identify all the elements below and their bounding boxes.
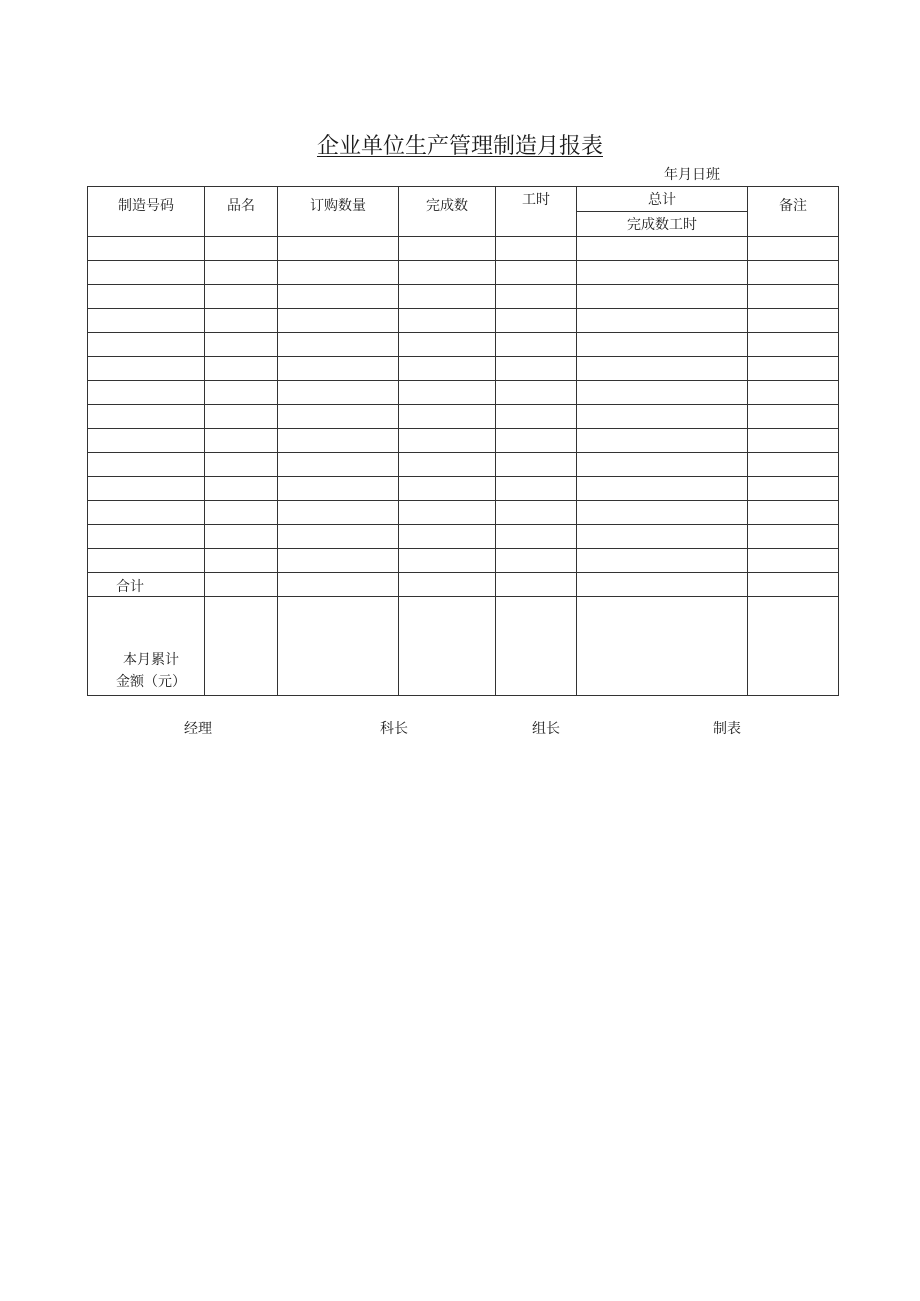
sum-cell[interactable]: [205, 573, 278, 597]
table-cell[interactable]: [577, 357, 748, 381]
signature-prepared-by: 制表: [713, 721, 741, 737]
table-cell[interactable]: [748, 429, 839, 453]
cumulative-cell[interactable]: [278, 597, 399, 696]
table-cell[interactable]: [577, 261, 748, 285]
table-cell[interactable]: [88, 333, 205, 357]
table-cell[interactable]: [278, 405, 399, 429]
table-cell[interactable]: [399, 477, 496, 501]
table-cell[interactable]: [399, 405, 496, 429]
table-cell[interactable]: [748, 333, 839, 357]
table-cell[interactable]: [577, 405, 748, 429]
sum-cell[interactable]: [577, 573, 748, 597]
header-remarks: 备注: [748, 187, 839, 237]
sum-label: 合计: [88, 573, 205, 597]
table-cell[interactable]: [205, 525, 278, 549]
header-total-group: 总计: [577, 187, 748, 212]
table-cell[interactable]: [278, 309, 399, 333]
table-row: [88, 309, 839, 333]
cumulative-label: [88, 597, 205, 696]
header-order-quantity: 订购数量: [278, 187, 399, 237]
table-cell[interactable]: [88, 405, 205, 429]
table-cell[interactable]: [496, 357, 577, 381]
table-cell[interactable]: [278, 285, 399, 309]
table-cell[interactable]: [399, 357, 496, 381]
header-row: [88, 187, 839, 212]
table-cell[interactable]: [748, 309, 839, 333]
table-cell[interactable]: [278, 525, 399, 549]
table-cell[interactable]: [205, 405, 278, 429]
table-cell[interactable]: [399, 309, 496, 333]
table-cell[interactable]: [205, 285, 278, 309]
table-cell[interactable]: [278, 381, 399, 405]
table-cell[interactable]: [205, 357, 278, 381]
table-row: [88, 405, 839, 429]
table-cell[interactable]: [748, 525, 839, 549]
table-cell[interactable]: [748, 453, 839, 477]
table-cell[interactable]: [748, 549, 839, 573]
table-row: [88, 237, 839, 261]
table-cell[interactable]: [577, 237, 748, 261]
table-cell[interactable]: [88, 309, 205, 333]
table-cell[interactable]: [748, 477, 839, 501]
table-cell[interactable]: [748, 237, 839, 261]
table-cell[interactable]: [278, 453, 399, 477]
table-cell[interactable]: [748, 405, 839, 429]
header-manufacture-number: 制造号码: [88, 187, 205, 237]
table-cell[interactable]: [577, 429, 748, 453]
table-cell[interactable]: [88, 525, 205, 549]
header-completed-quantity: 完成数: [399, 187, 496, 237]
table-row: [88, 477, 839, 501]
table-cell[interactable]: [88, 381, 205, 405]
table-row: [88, 357, 839, 381]
table-cell[interactable]: [399, 429, 496, 453]
table-cell[interactable]: [577, 453, 748, 477]
table-cell[interactable]: [205, 477, 278, 501]
table-cell[interactable]: [278, 261, 399, 285]
table-cell[interactable]: [577, 333, 748, 357]
sum-cell[interactable]: [496, 573, 577, 597]
table-row: [88, 453, 839, 477]
table-cell[interactable]: [399, 261, 496, 285]
table-cell[interactable]: [88, 501, 205, 525]
table-cell[interactable]: [88, 429, 205, 453]
table-row: [88, 525, 839, 549]
table-cell[interactable]: [748, 381, 839, 405]
signature-section-chief: 科长: [380, 721, 408, 737]
table-cell[interactable]: [278, 237, 399, 261]
table-cell[interactable]: [205, 381, 278, 405]
table-cell[interactable]: [496, 333, 577, 357]
table-cell[interactable]: [88, 237, 205, 261]
table-cell[interactable]: [496, 525, 577, 549]
table-cell[interactable]: [399, 237, 496, 261]
report-title-text: 企业单位生产管理制造月报表: [316, 134, 603, 159]
header-work-hours: 工时: [496, 187, 577, 237]
table-cell[interactable]: [205, 309, 278, 333]
table-cell[interactable]: [496, 405, 577, 429]
table-cell[interactable]: [577, 501, 748, 525]
table-cell[interactable]: [205, 453, 278, 477]
table-cell[interactable]: [399, 549, 496, 573]
table-cell[interactable]: [577, 285, 748, 309]
table-cell[interactable]: [399, 501, 496, 525]
table-cell[interactable]: [748, 501, 839, 525]
sum-cell[interactable]: [278, 573, 399, 597]
header-total-completed-hours: 完成数工时: [577, 212, 748, 237]
table-cell[interactable]: [205, 333, 278, 357]
cumulative-label-line1: 本月累计: [123, 652, 179, 668]
table-row: [88, 261, 839, 285]
cumulative-cell[interactable]: [399, 597, 496, 696]
table-cell[interactable]: [496, 477, 577, 501]
cumulative-row: [88, 597, 839, 696]
table-cell[interactable]: [278, 333, 399, 357]
table-cell[interactable]: [399, 381, 496, 405]
table-row: [88, 285, 839, 309]
table-cell[interactable]: [278, 429, 399, 453]
table-cell[interactable]: [399, 453, 496, 477]
signature-team-leader: 组长: [532, 721, 560, 737]
table-cell[interactable]: [496, 429, 577, 453]
table-cell[interactable]: [278, 549, 399, 573]
table-row: [88, 381, 839, 405]
table-cell[interactable]: [278, 501, 399, 525]
table-cell[interactable]: [205, 549, 278, 573]
table-cell[interactable]: [205, 429, 278, 453]
table-row: [88, 501, 839, 525]
table-cell[interactable]: [205, 261, 278, 285]
header-product-name: 品名: [205, 187, 278, 237]
table-cell[interactable]: [399, 525, 496, 549]
sum-cell[interactable]: [399, 573, 496, 597]
sum-row: [88, 573, 839, 597]
table-cell[interactable]: [577, 309, 748, 333]
table-cell[interactable]: [88, 285, 205, 309]
table-cell[interactable]: [88, 261, 205, 285]
table-row: [88, 429, 839, 453]
table-cell[interactable]: [88, 549, 205, 573]
table-cell[interactable]: [278, 357, 399, 381]
table-cell[interactable]: [748, 285, 839, 309]
report-title: [0, 133, 920, 161]
table-cell[interactable]: [577, 477, 748, 501]
table-cell[interactable]: [88, 477, 205, 501]
table-cell[interactable]: [496, 549, 577, 573]
table-row: [88, 549, 839, 573]
report-table: [87, 186, 839, 696]
table-cell[interactable]: [496, 501, 577, 525]
table-cell[interactable]: [577, 525, 748, 549]
cumulative-cell[interactable]: [496, 597, 577, 696]
cumulative-cell[interactable]: [577, 597, 748, 696]
sum-cell[interactable]: [748, 573, 839, 597]
cumulative-label-line2: 金额（元）: [116, 674, 186, 690]
table-cell[interactable]: [496, 453, 577, 477]
table-cell[interactable]: [399, 285, 496, 309]
table-cell[interactable]: [496, 309, 577, 333]
cumulative-cell[interactable]: [205, 597, 278, 696]
signature-manager: 经理: [184, 721, 212, 737]
table-cell[interactable]: [205, 237, 278, 261]
table-cell[interactable]: [88, 357, 205, 381]
table-cell[interactable]: [399, 333, 496, 357]
date-shift-line: 年月日班: [664, 167, 720, 183]
table-cell[interactable]: [496, 381, 577, 405]
table-cell[interactable]: [496, 285, 577, 309]
table-cell[interactable]: [748, 357, 839, 381]
table-cell[interactable]: [577, 381, 748, 405]
table-cell[interactable]: [88, 453, 205, 477]
table-cell[interactable]: [496, 237, 577, 261]
cumulative-cell[interactable]: [748, 597, 839, 696]
table-cell[interactable]: [496, 261, 577, 285]
table-cell[interactable]: [205, 501, 278, 525]
table-cell[interactable]: [748, 261, 839, 285]
table-row: [88, 333, 839, 357]
table-cell[interactable]: [577, 549, 748, 573]
table-cell[interactable]: [278, 477, 399, 501]
